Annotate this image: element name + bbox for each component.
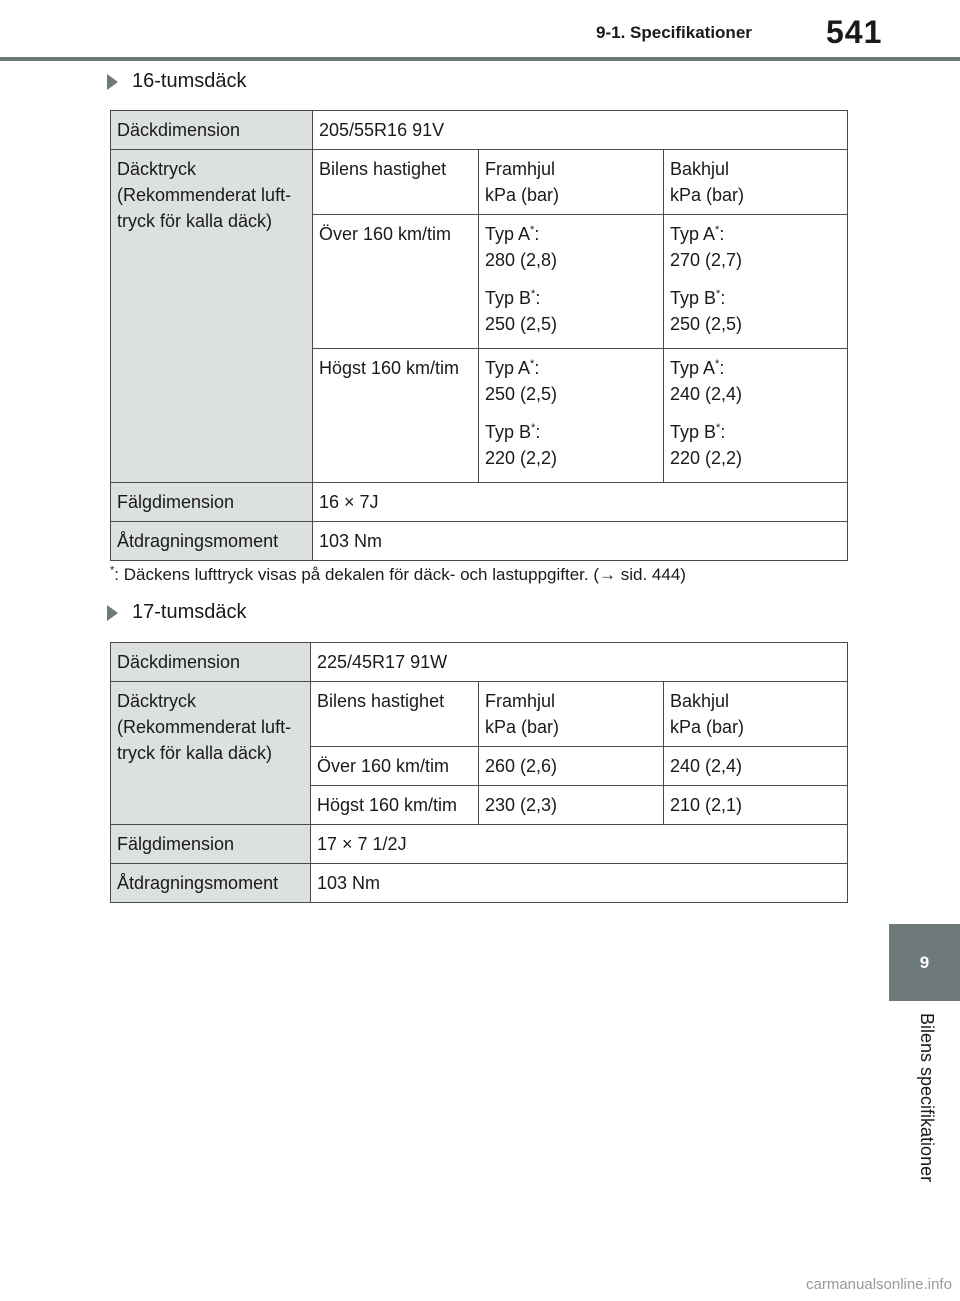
subheading-16 xyxy=(107,70,247,93)
type-label: Typ B xyxy=(670,288,717,308)
triangle-right-icon xyxy=(107,74,118,90)
rim-label: Fälgdimension xyxy=(111,483,313,522)
front-pressure: 230 (2,3) xyxy=(479,786,664,825)
footnote-mark: * xyxy=(531,288,536,300)
torque-label: Åtdragningsmoment xyxy=(111,864,311,903)
speed-value: Över 160 km/tim xyxy=(311,747,479,786)
footnote-text: : Däckens lufttryck visas på dekalen för däck- och lastuppgifter. (→ sid. 444) xyxy=(114,565,686,584)
rear-pressure-cell: Typ A*: 240 (2,4) Typ B*: 220 (2,2) xyxy=(664,349,848,483)
rim-label: Fälgdimension xyxy=(111,825,311,864)
type-label: Typ A xyxy=(670,224,716,244)
footnote xyxy=(110,565,686,585)
type-label: Typ B xyxy=(485,288,532,308)
chapter-number: 9 xyxy=(919,952,930,972)
pressure-value: 240 (2,4) xyxy=(670,384,743,404)
subheading-16-text: 16-tumsdäck xyxy=(132,70,247,92)
dimension-value: 205/55R16 91V xyxy=(313,111,848,150)
pressure-label xyxy=(111,682,311,825)
pressure-value: 220 (2,2) xyxy=(485,448,558,468)
rim-value: 17 × 7 1/2J xyxy=(311,825,848,864)
type-label: Typ A xyxy=(485,224,531,244)
footnote-mark: * xyxy=(530,358,535,370)
front-header: Framhjul kPa (bar) xyxy=(479,682,664,747)
speed-header: Bilens hastighet xyxy=(311,682,479,747)
pressure-value: 250 (2,5) xyxy=(485,384,558,404)
pressure-label-text: Däcktryck (Rekommenderat luft- tryck för kalla däck) xyxy=(117,691,292,763)
table-row xyxy=(111,864,848,903)
chapter-label: Bilens specifikationer xyxy=(917,1013,937,1183)
chapter-tab[interactable] xyxy=(889,924,960,1001)
rear-header: Bakhjul kPa (bar) xyxy=(664,150,848,215)
torque-label: Åtdragningsmoment xyxy=(111,522,313,561)
table-row xyxy=(111,643,848,682)
pressure-value: 250 (2,5) xyxy=(485,314,558,334)
tire-table-17 xyxy=(110,642,848,903)
page-number: 541 xyxy=(826,14,883,50)
footnote-mark: * xyxy=(110,564,115,577)
table-row xyxy=(111,111,848,150)
watermark: carmanualsonline.info xyxy=(806,1276,952,1293)
pressure-label-text: Däcktryck (Rekommenderat luft- tryck för kalla däck) xyxy=(117,159,292,231)
front-pressure: 260 (2,6) xyxy=(479,747,664,786)
footnote-mark: * xyxy=(715,224,720,236)
footnote-mark: * xyxy=(716,422,721,434)
speed-value: Över 160 km/tim xyxy=(313,215,479,349)
table-row xyxy=(111,825,848,864)
torque-value: 103 Nm xyxy=(311,864,848,903)
table-row xyxy=(111,522,848,561)
dimension-value: 225/45R17 91W xyxy=(311,643,848,682)
footnote-mark: * xyxy=(715,358,720,370)
speed-value: Högst 160 km/tim xyxy=(313,349,479,483)
rear-pressure: 240 (2,4) xyxy=(664,747,848,786)
rear-pressure: 210 (2,1) xyxy=(664,786,848,825)
pressure-value: 220 (2,2) xyxy=(670,448,743,468)
footnote-mark: * xyxy=(716,288,721,300)
type-label: Typ B xyxy=(670,422,717,442)
table-row xyxy=(111,682,848,747)
table-row xyxy=(111,483,848,522)
subheading-17-text: 17-tumsdäck xyxy=(132,601,247,623)
pressure-value: 250 (2,5) xyxy=(670,314,743,334)
front-pressure-cell: Typ A*: 280 (2,8) Typ B*: 250 (2,5) xyxy=(479,215,664,349)
type-label: Typ A xyxy=(485,358,531,378)
header-rule xyxy=(0,57,960,61)
torque-value: 103 Nm xyxy=(313,522,848,561)
type-label: Typ A xyxy=(670,358,716,378)
front-header: Framhjul kPa (bar) xyxy=(479,150,664,215)
front-pressure-cell: Typ A*: 250 (2,5) Typ B*: 220 (2,2) xyxy=(479,349,664,483)
table-row xyxy=(111,150,848,215)
section-title: 9-1. Specifikationer xyxy=(596,23,752,42)
pressure-value: 280 (2,8) xyxy=(485,250,558,270)
type-label: Typ B xyxy=(485,422,532,442)
rim-value: 16 × 7J xyxy=(313,483,848,522)
dimension-label: Däckdimension xyxy=(111,643,311,682)
footnote-mark: * xyxy=(530,224,535,236)
footnote-mark: * xyxy=(531,422,536,434)
speed-value: Högst 160 km/tim xyxy=(311,786,479,825)
pressure-value: 270 (2,7) xyxy=(670,250,743,270)
subheading-17 xyxy=(107,601,247,624)
tire-table-16 xyxy=(110,110,848,561)
triangle-right-icon xyxy=(107,605,118,621)
dimension-label: Däckdimension xyxy=(111,111,313,150)
speed-header: Bilens hastighet xyxy=(313,150,479,215)
rear-header: Bakhjul kPa (bar) xyxy=(664,682,848,747)
rear-pressure-cell: Typ A*: 270 (2,7) Typ B*: 250 (2,5) xyxy=(664,215,848,349)
pressure-label xyxy=(111,150,313,483)
